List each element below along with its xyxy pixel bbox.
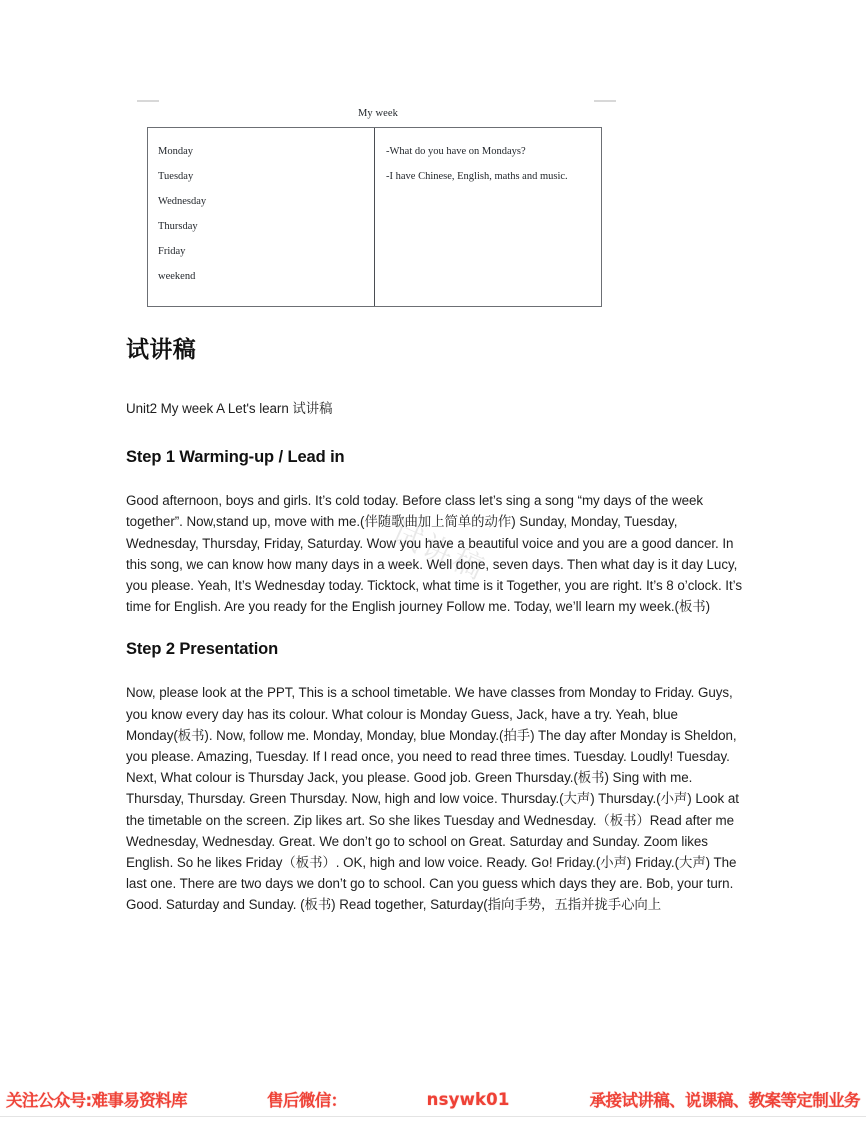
page-title: 试讲稿 bbox=[126, 336, 197, 362]
spacer bbox=[126, 364, 742, 398]
footer-wechat-label: 售后微信： bbox=[267, 1091, 347, 1110]
document-body bbox=[126, 334, 742, 916]
footer-wechat-id: nsywk01 bbox=[426, 1089, 510, 1109]
timetable-day: Tuesday bbox=[158, 171, 194, 182]
footer-divider bbox=[0, 1116, 866, 1117]
dialogue-question: -What do you have on Mondays? bbox=[386, 146, 526, 157]
timetable-day: weekend bbox=[158, 271, 196, 282]
timetable-dialogue-column bbox=[375, 128, 601, 306]
spacer bbox=[126, 468, 742, 490]
document-subtitle: Unit2 My week A Let's learn 试讲稿 bbox=[126, 401, 333, 416]
timetable-grid bbox=[147, 127, 602, 307]
decorative-tick-left bbox=[137, 100, 159, 102]
decorative-tick-right bbox=[594, 100, 616, 102]
page-watermark: 试讲稿 bbox=[386, 516, 491, 587]
dialogue-answer: -I have Chinese, English, maths and music. bbox=[386, 171, 568, 182]
timetable-day: Wednesday bbox=[158, 196, 207, 207]
step-1-paragraph: Good afternoon, boys and girls. It’s cold today. Before class let’s sing a song “my days of the week together”. Now,stand up, move with me.(伴随歌曲加上简单的动作) Sunday, Monday, Tuesday, Wednesday, Thursday, Friday, Saturday. Wow you have a beautiful voice and you are a good dancer. In this song, we can know how many days in a week. Well done, seven days. Then what day is it day Lucy, you please. Yeah, It’s Wednesday today. Ticktock, what time is it Together, you are right. It’s 8 o’clock. It’s time for English. Are you ready for the English journey Follow me. Today, we’ll learn my week.(板书) bbox=[126, 493, 742, 615]
step-2-heading: Step 2 Presentation bbox=[126, 640, 279, 659]
step-2-paragraph: Now, please look at the PPT, This is a school timetable. We have classes from Monday to Friday. Guys, you know every day has its colour. What colour is Monday Guess, Jack, have a try. Yeah, blue Monday(板书). Now, follow me. Monday, Monday, blue Monday.(拍手) The day after Monday is Sheldon, you please. Amazing, Tuesday. If I read once, you need to read three times. Tuesday. Loudly! Tuesday. Next, What colour is Thursday Jack, you please. Good job. Green Thursday.(板书) Sing with me. Thursday, Thursday. Green Thursday. Now, high and low voice. Thursday.(大声) Thursday.(小声) Look at the timetable on the screen. Zip likes art. So she likes Tuesday and Wednesday.（板书）Read after me Wednesday, Wednesday. Great. We don’t go to school on Great. Saturday and Sunday. Zoom likes English. So he likes Friday（板书）. OK, high and low voice. Ready. Go! Friday.(小声) Friday.(大声) The last one. There are two days we don’t go to school. Can you guess which days they are. Bob, your turn. Good. Saturday and Sunday. (板书) Read together, Saturday(指向手势，五指并拢手心向上 bbox=[126, 685, 739, 913]
timetable-day: Friday bbox=[158, 246, 186, 257]
timetable-title: My week bbox=[357, 108, 399, 119]
timetable-day: Thursday bbox=[158, 221, 198, 232]
step-1-heading: Step 1 Warming-up / Lead in bbox=[126, 448, 345, 467]
timetable-day: Monday bbox=[158, 146, 193, 157]
footer-banner bbox=[0, 1084, 866, 1114]
timetable-days-column bbox=[148, 128, 375, 306]
spacer bbox=[126, 617, 742, 638]
footer-account-text: 关注公众号:难事易资料库 bbox=[6, 1091, 187, 1110]
spacer bbox=[126, 419, 742, 446]
spacer bbox=[126, 660, 742, 682]
footer-services-text: 承接试讲稿、说课稿、教案等定制业务 bbox=[589, 1091, 860, 1110]
